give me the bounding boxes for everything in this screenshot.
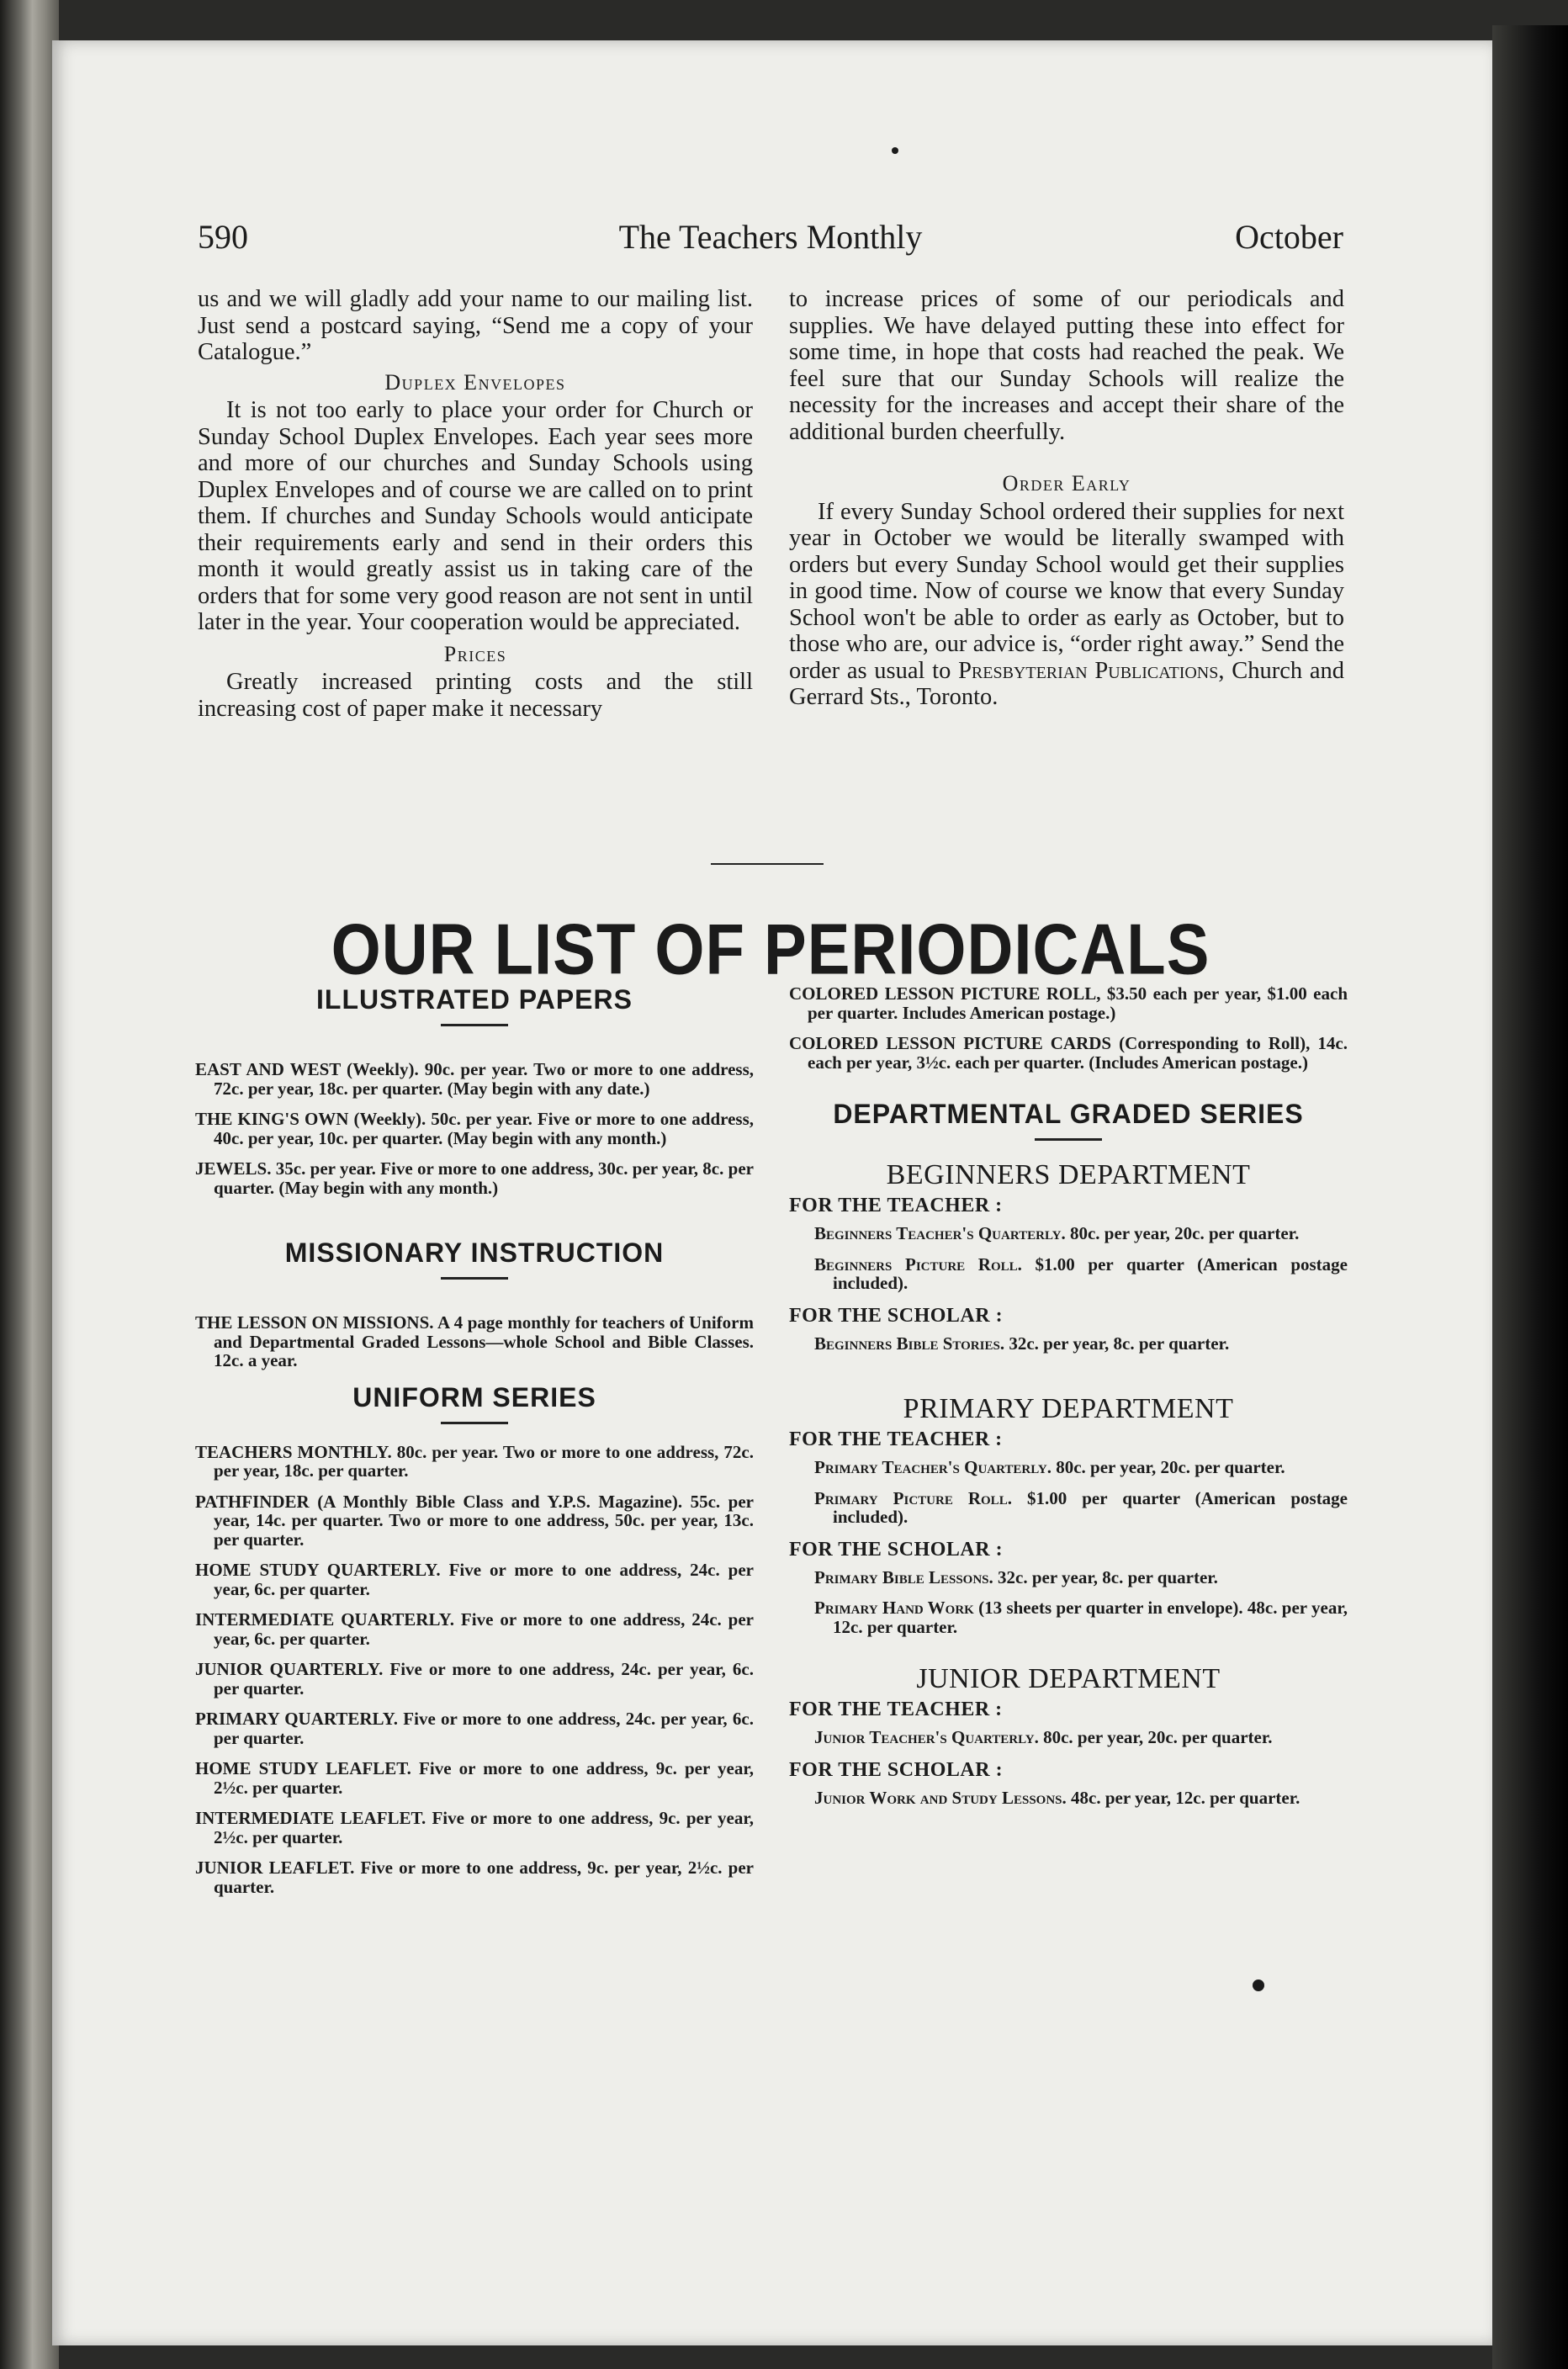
intro-paragraph: us and we will gladly add your name to our mailing list. Just send a postcard saying, “Send me a copy of your Catalogue.”	[198, 286, 753, 365]
list-item: Beginners Teacher's Quarterly. 80c. per year, 20c. per quarter.	[814, 1223, 1300, 1243]
list-item: Primary Hand Work (13 sheets per quarter in envelope). 48c. per year, 12c. per quarter.	[814, 1598, 1348, 1637]
heading-uniform-series: UNIFORM SERIES	[352, 1381, 596, 1412]
list-item: PRIMARY QUARTERLY. Five or more to one address, 24c. per year, 6c. per quarter.	[195, 1709, 754, 1748]
ink-spot	[1253, 1979, 1264, 1991]
periodicals-banner: OUR LIST OF PERIODICALS	[331, 909, 1210, 990]
teacher-label: FOR THE TEACHER :	[789, 1195, 1003, 1216]
list-item: COLORED LESSON PICTURE CARDS (Corresponding to Roll), 14c. each per year, 3½c. each per quarter. (Includes American postage.)	[789, 1033, 1348, 1073]
teacher-label: FOR THE TEACHER :	[789, 1428, 1003, 1450]
journal-title: The Teachers Monthly	[618, 218, 923, 256]
periodicals-right-column	[789, 984, 1348, 1819]
heading-rule	[441, 1277, 508, 1280]
list-item: HOME STUDY QUARTERLY. Five or more to one address, 24c. per year, 6c. per quarter.	[195, 1560, 754, 1599]
scholar-label: FOR THE SCHOLAR :	[789, 1304, 1004, 1327]
list-item: Beginners Picture Roll. $1.00 per quarter (American postage included).	[814, 1253, 1348, 1293]
periodicals-left-column	[195, 984, 754, 1908]
heading-illustrated-papers: ILLUSTRATED PAPERS	[316, 984, 633, 1015]
section-heading-prices: Prices	[443, 641, 507, 666]
ink-spot	[892, 147, 898, 154]
heading-rule	[441, 1024, 508, 1026]
teacher-label: FOR THE TEACHER :	[789, 1699, 1003, 1720]
list-item: Primary Picture Roll. $1.00 per quarter (American postage included).	[814, 1487, 1348, 1527]
page-number: 590	[198, 218, 248, 256]
section-heading-order-early: Order Early	[1002, 471, 1131, 496]
list-item: COLORED LESSON PICTURE ROLL, $3.50 each per year, $1.00 each per quarter. Includes American postage.)	[789, 983, 1348, 1023]
intro-paragraph: It is not too early to place your order for Church or Sunday School Duplex Envelopes. Each year sees more and more of our churches and Sunday Schools using Duplex Envelopes and of course we are called on to print them. If churches and Sunday Schools would anticipate their requirements early and send in their orders this month it would greatly assist us in taking care of the orders that for some very good reason are not sent in until later in the year. Your cooperation would be appreciated.	[198, 397, 753, 635]
heading-departmental-graded-series: DEPARTMENTAL GRADED SERIES	[833, 1099, 1304, 1129]
scholar-label: FOR THE SCHOLAR :	[789, 1758, 1004, 1781]
list-item: EAST AND WEST (Weekly). 90c. per year. Two or more to one address, 72c. per year, 18c. per quarter. (May begin with any date.)	[195, 1059, 754, 1099]
intro-paragraph: to increase prices of some of our periodicals and supplies. We have delayed putting these into effect for some time, in hope that costs had reached the peak. We feel sure that our Sunday Schools will realize the necessity for the increases and accept their share of the additional burden cheerfully.	[789, 286, 1344, 445]
heading-beginners-department: BEGINNERS DEPARTMENT	[886, 1159, 1251, 1190]
section-divider	[711, 863, 824, 865]
list-item: THE LESSON ON MISSIONS. A 4 page monthly for teachers of Uniform and Departmental Graded Lessons—whole School and Bible Classes. 12c. a year.	[195, 1312, 754, 1370]
list-item: JUNIOR LEAFLET. Five or more to one address, 9c. per year, 2½c. per quarter.	[195, 1858, 754, 1897]
list-item: JUNIOR QUARTERLY. Five or more to one address, 24c. per year, 6c. per quarter.	[195, 1659, 754, 1699]
list-item: INTERMEDIATE LEAFLET. Five or more to one address, 9c. per year, 2½c. per quarter.	[195, 1808, 754, 1847]
list-item: PATHFINDER (A Monthly Bible Class and Y.P.S. Magazine). 55c. per year, 14c. per quarter. Two or more to one address, 50c. per year, 13c. per quarter.	[195, 1491, 754, 1550]
list-item: THE KING'S OWN (Weekly). 50c. per year. Five or more to one address, 40c. per year, 10c. per quarter. (May begin with any month.)	[195, 1109, 754, 1148]
heading-primary-department: PRIMARY DEPARTMENT	[903, 1393, 1234, 1424]
list-item: Primary Teacher's Quarterly. 80c. per year, 20c. per quarter.	[814, 1457, 1285, 1477]
list-item: HOME STUDY LEAFLET. Five or more to one address, 9c. per year, 2½c. per quarter.	[195, 1758, 754, 1798]
page-edge-shadow	[1492, 25, 1568, 2369]
list-item: JEWELS. 35c. per year. Five or more to one address, 30c. per year, 8c. per quarter. (May begin with any month.)	[195, 1158, 754, 1198]
list-item: Junior Work and Study Lessons. 48c. per year, 12c. per quarter.	[814, 1787, 1300, 1808]
book-spine	[0, 0, 59, 2369]
intro-right-column	[789, 286, 1344, 711]
heading-rule	[1035, 1138, 1102, 1141]
list-item: Beginners Bible Stories. 32c. per year, 8c. per quarter.	[814, 1333, 1230, 1354]
section-heading-duplex-envelopes: Duplex Envelopes	[384, 369, 566, 395]
list-item: Primary Bible Lessons. 32c. per year, 8c. per quarter.	[814, 1566, 1218, 1587]
intro-left-column	[198, 286, 753, 722]
heading-missionary-instruction: MISSIONARY INSTRUCTION	[284, 1237, 665, 1268]
list-item: TEACHERS MONTHLY. 80c. per year. Two or more to one address, 72c. per year, 18c. per quarter.	[195, 1441, 754, 1481]
issue-month: October	[1235, 218, 1343, 256]
list-item: INTERMEDIATE QUARTERLY. Five or more to one address, 24c. per year, 6c. per quarter.	[195, 1609, 754, 1649]
heading-junior-department: JUNIOR DEPARTMENT	[916, 1663, 1221, 1694]
publisher-name: Presbyterian Publications	[958, 657, 1219, 684]
intro-paragraph: Greatly increased printing costs and the still increasing cost of paper make it necessary	[198, 669, 753, 722]
list-item: Junior Teacher's Quarterly. 80c. per year, 20c. per quarter.	[814, 1727, 1273, 1747]
heading-rule	[441, 1422, 508, 1424]
intro-paragraph: If every Sunday School ordered their supplies for next year in October we would be literally swamped with orders but every Sunday School would get their supplies in good time. Now of course we know that every Sunday School won't be able to order as early as October, but to those who are, our advice is, “order right away.” Send the order as usual to Presbyterian Publications, Church and Gerrard Sts., Toronto.	[789, 498, 1344, 710]
running-header	[198, 217, 1343, 268]
scholar-label: FOR THE SCHOLAR :	[789, 1538, 1004, 1561]
